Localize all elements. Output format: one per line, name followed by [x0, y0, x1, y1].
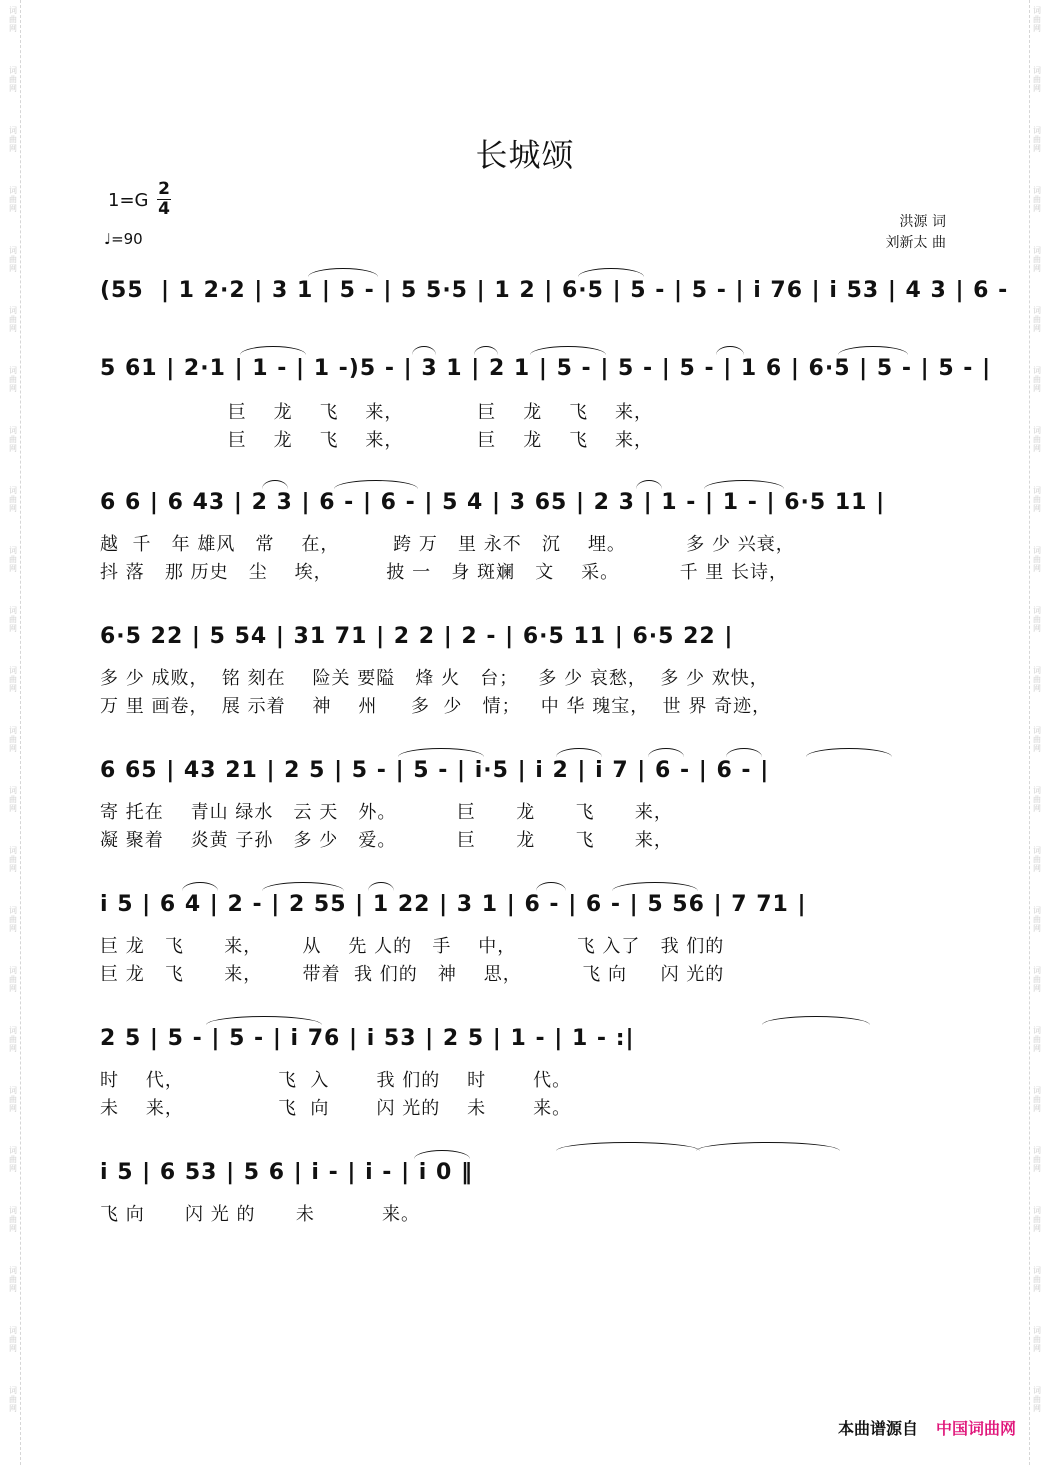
lyrics-verse-2: 抖 落 那 历史 尘 埃， 披 一 身 斑斓 文 采。 千 里 长诗， [100, 562, 789, 583]
watermark-text: 词 曲 网 [9, 426, 17, 453]
watermark-text: 词 曲 网 [9, 666, 17, 693]
notation-row: (55 | 1 2·2 | 3 1 | 5 - | 5 5·5 | 1 2 | 6·5 | 5 - | 5 - | i 76 | i 53 | 4 3 | 6 - [100, 278, 1009, 303]
watermark-text: 词 曲 网 [1033, 306, 1041, 333]
slur [704, 480, 784, 489]
watermark-text: 词 曲 网 [1033, 1266, 1041, 1293]
slur [556, 748, 602, 757]
watermark-text: 词 曲 网 [1033, 1146, 1041, 1173]
watermark-text: 词 曲 网 [1033, 6, 1041, 33]
watermark-text: 词 曲 网 [9, 1086, 17, 1113]
slur [308, 268, 378, 277]
notation-row: 6 65 | 43 21 | 2 5 | 5 - | 5 - | i·5 | i 2 | i 7 | 6 - | 6 - | [100, 758, 770, 783]
watermark-text: 词 曲 网 [1033, 246, 1041, 273]
song-title: 长城颂 [475, 136, 575, 174]
lyrics-verse-1: 多 少 成败， 铭 刻在 险关 要隘 烽 火 台； 多 少 哀愁， 多 少 欢快， [100, 668, 769, 689]
watermark-text: 词 曲 网 [9, 726, 17, 753]
watermark-text: 词 曲 网 [1033, 546, 1041, 573]
watermark-text: 词 曲 网 [9, 1026, 17, 1053]
watermark-text: 词 曲 网 [9, 66, 17, 93]
site-brand-link[interactable]: 中国词曲网 [935, 1419, 1016, 1438]
watermark-text: 词 曲 网 [1033, 126, 1041, 153]
watermark-text: 词 曲 网 [9, 786, 17, 813]
watermark-text: 词 曲 网 [1033, 1086, 1041, 1113]
lyricist-credit: 洪源 词 [899, 214, 946, 230]
lyrics-verse-1: 寄 托在 青山 绿水 云 天 外。 巨 龙 飞 来， [100, 802, 673, 823]
watermark-text: 词 曲 网 [1033, 66, 1041, 93]
watermark-text: 词 曲 网 [9, 1146, 17, 1173]
watermark-text: 词 曲 网 [1033, 366, 1041, 393]
watermark-text: 词 曲 网 [1033, 786, 1041, 813]
source-label: 本曲谱源自 [837, 1419, 918, 1438]
source-footer [838, 1416, 1016, 1439]
watermark-text: 词 曲 网 [1033, 966, 1041, 993]
notation-row: 6·5 22 | 5 54 | 31 71 | 2 2 | 2 - | 6·5 11 | 6·5 22 | [100, 624, 734, 649]
notation-row: i 5 | 6 53 | 5 6 | i - | i - | i 0 ‖ [100, 1160, 473, 1185]
key-signature: 1=G [108, 190, 149, 211]
lyrics-verse-1: 巨 龙 飞 来， 从 先 人的 手 中， 飞 入了 我 们的 [100, 936, 725, 957]
lyrics-verse-2: 巨 龙 飞 来， 带着 我 们的 神 思， 飞 向 闪 光的 [100, 964, 725, 985]
watermark-text: 词 曲 网 [1033, 426, 1041, 453]
watermark-text: 词 曲 网 [9, 306, 17, 333]
slur [696, 1142, 840, 1151]
watermark-text: 词 曲 网 [1033, 1386, 1041, 1413]
watermark-text: 词 曲 网 [9, 246, 17, 273]
watermark-text: 词 曲 网 [9, 906, 17, 933]
slur [474, 346, 498, 355]
meter-top: 2 [158, 179, 170, 199]
slur [762, 1016, 870, 1025]
slur [182, 882, 218, 891]
watermark-text: 词 曲 网 [9, 1206, 17, 1233]
lyrics-verse-2: 凝 聚着 炎黄 子孙 多 少 爱。 巨 龙 飞 来， [100, 830, 673, 851]
watermark-text: 词 曲 网 [1033, 186, 1041, 213]
watermark-text: 词 曲 网 [1033, 1206, 1041, 1233]
left-margin-strip [6, 0, 21, 1465]
slur [838, 346, 908, 355]
watermark-text: 词 曲 网 [9, 606, 17, 633]
slur [262, 480, 288, 489]
watermark-text: 词 曲 网 [1033, 1326, 1041, 1353]
lyrics-verse-2: 巨 龙 飞 来， 巨 龙 飞 来， [100, 430, 653, 451]
lyrics-verse-2: 万 里 画卷， 展 示着 神 州 多 少 情； 中 华 瑰宝， 世 界 奇迹， [100, 696, 772, 717]
watermark-text: 词 曲 网 [9, 6, 17, 33]
slur [530, 346, 606, 355]
watermark-text: 词 曲 网 [9, 186, 17, 213]
slur [556, 1142, 700, 1151]
notation-row: 6 6 | 6 43 | 2 3 | 6 - | 6 - | 5 4 | 3 65 | 2 3 | 1 - | 1 - | 6·5 11 | [100, 490, 886, 515]
slur [262, 882, 344, 891]
slur [398, 748, 484, 757]
watermark-text: 词 曲 网 [9, 126, 17, 153]
slur [716, 346, 744, 355]
watermark-text: 词 曲 网 [9, 1266, 17, 1293]
watermark-text: 词 曲 网 [9, 1326, 17, 1353]
slur [806, 748, 892, 757]
slur [240, 346, 306, 355]
notation-row: 2 5 | 5 - | 5 - | i 76 | i 53 | 2 5 | 1 - | 1 - :| [100, 1026, 635, 1051]
watermark-text: 词 曲 网 [1033, 486, 1041, 513]
watermark-text: 词 曲 网 [1033, 606, 1041, 633]
lyrics-verse-1: 飞 向 闪 光 的 未 来。 [100, 1204, 421, 1225]
slur [536, 882, 566, 891]
time-signature [157, 180, 171, 219]
watermark-text: 词 曲 网 [1033, 726, 1041, 753]
slur [412, 346, 436, 355]
watermark-text: 词 曲 网 [1033, 1026, 1041, 1053]
slur [636, 480, 662, 489]
composer-credit: 刘新太 曲 [885, 235, 946, 251]
lyrics-verse-2: 未 来， 飞 向 闪 光的 未 来。 [100, 1098, 572, 1119]
watermark-text: 词 曲 网 [1033, 906, 1041, 933]
watermark-text: 词 曲 网 [9, 966, 17, 993]
notation-row: i 5 | 6 4 | 2 - | 2 55 | 1 22 | 3 1 | 6 - | 6 - | 5 56 | 7 71 | [100, 892, 807, 917]
slur [368, 882, 394, 891]
slur [612, 882, 698, 891]
slur [334, 480, 418, 489]
tempo-marking: ♩=90 [104, 230, 143, 248]
watermark-text: 词 曲 网 [9, 486, 17, 513]
watermark-text: 词 曲 网 [1033, 666, 1041, 693]
slur [578, 268, 644, 277]
slur [414, 1150, 470, 1159]
lyrics-verse-1: 时 代， 飞 入 我 们的 时 代。 [100, 1070, 572, 1091]
watermark-text: 词 曲 网 [9, 1386, 17, 1413]
watermark-text: 词 曲 网 [1033, 846, 1041, 873]
credits [886, 212, 946, 254]
watermark-text: 词 曲 网 [9, 846, 17, 873]
slur [726, 748, 762, 757]
notation-row: 5 61 | 2·1 | 1 - | 1 -)5 - | 3 1 | 2 1 | 5 - | 5 - | 5 - | 1 6 | 6·5 | 5 - | 5 - | [100, 356, 992, 381]
lyrics-verse-1: 巨 龙 飞 来， 巨 龙 飞 来， [100, 402, 653, 423]
slur [648, 748, 684, 757]
watermark-text: 词 曲 网 [9, 366, 17, 393]
meter-bottom: 4 [158, 199, 170, 219]
lyrics-verse-1: 越 千 年 雄风 常 在， 跨 万 里 永不 沉 埋。 多 少 兴衰， [100, 534, 795, 555]
right-margin-strip [1029, 0, 1044, 1465]
slur [206, 1016, 322, 1025]
watermark-text: 词 曲 网 [9, 546, 17, 573]
